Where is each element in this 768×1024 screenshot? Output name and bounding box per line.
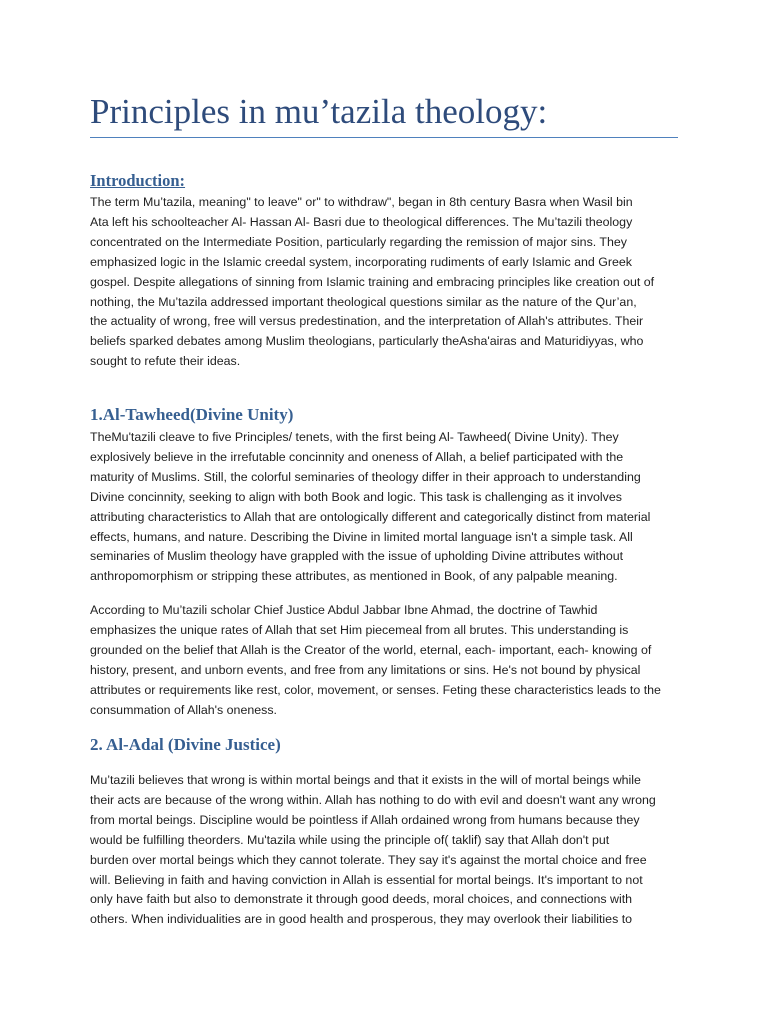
section1-heading: 1.Al-Tawheed(Divine Unity) <box>90 405 294 424</box>
section1-paragraph-1: TheMu'tazili cleave to five Principles/ tenets, with the first being Al- Tawheed( Divine Unity). They explosively believe in the irrefutable concinnity and oneness of Allah, a belief participated with the maturity of Muslims. Still, the colorful seminaries of theology differ in their approach to understanding Divine concinnity, seeking to align with both Book and logic. This task is challenging as it involves attributing characteristics to Allah that are ontologically different and categorically distinct from material effects, humans, and nature. Describing the Divine in limited mortal language isn't a simple task. All seminaries of Muslim theology have grappled with the issue of upholding Divine attributes without anthropomorphism or stripping these attributes, as mentioned in Book, of any palpable meaning. <box>90 430 651 584</box>
title-divider <box>90 137 678 138</box>
section1-paragraph-2: According to Mu’tazili scholar Chief Justice Abdul Jabbar Ibne Ahmad, the doctrine of Tawhid emphasizes the unique rates of Allah that set Him piecemeal from all brutes. This understanding is grounded on the belief that Allah is the Creator of the world, eternal, each- important, each- knowing of history, present, and unborn events, and free from any limitations or sins. He's not bound by physical attributes or requirements like rest, color, movement, or senses. Feting these characteristics leads to the consummation of Allah's oneness. <box>90 603 661 717</box>
section2-paragraph: Mu’tazili believes that wrong is within mortal beings and that it exists in the will of mortal beings while their acts are because of the wrong within. Allah has nothing to do with evil and doesn't want any wrong from mortal beings. Discipline would be pointless if Allah ordained wrong from humans because they would be fulfilling theorders. Mu'tazila while using the principle of( taklif) say that Allah don't put burden over mortal beings which they cannot tolerate. They say it's against the mortal choice and free will. Believing in faith and having conviction in Allah is essential for mortal beings. It's important to not only have faith but also to demonstrate it through good deeds, moral choices, and connections with others. When individualities are in good health and prosperous, they may overlook their liabilities to <box>90 773 656 927</box>
page-title: Principles in mu’tazila theology: <box>90 92 548 131</box>
section2-heading: 2. Al-Adal (Divine Justice) <box>90 735 281 754</box>
introduction-heading: Introduction: <box>90 171 186 190</box>
introduction-paragraph: The term Mu’tazila, meaning" to leave" or" to withdraw", began in 8th century Basra when Wasil bin Ata left his schoolteacher Al- Hassan Al- Basri due to theological differences. The Mu’tazili theology concentrated on the Intermediate Position, particularly regarding the remission of major sins. They emphasized logic in the Islamic creedal system, incorporating rudiments of early Islamic and Greek gospel. Despite allegations of sinning from Islamic training and embracing principles like creation out of nothing, the Mu’tazila addressed important theological questions similar as the nature of the Qur’an, the actuality of wrong, free will versus predestination, and the interpretation of Allah's attributes. Their beliefs sparked debates among Muslim theologians, particularly theAsha'airas and Maturidiyyas, who sought to refute their ideas. <box>90 195 655 369</box>
